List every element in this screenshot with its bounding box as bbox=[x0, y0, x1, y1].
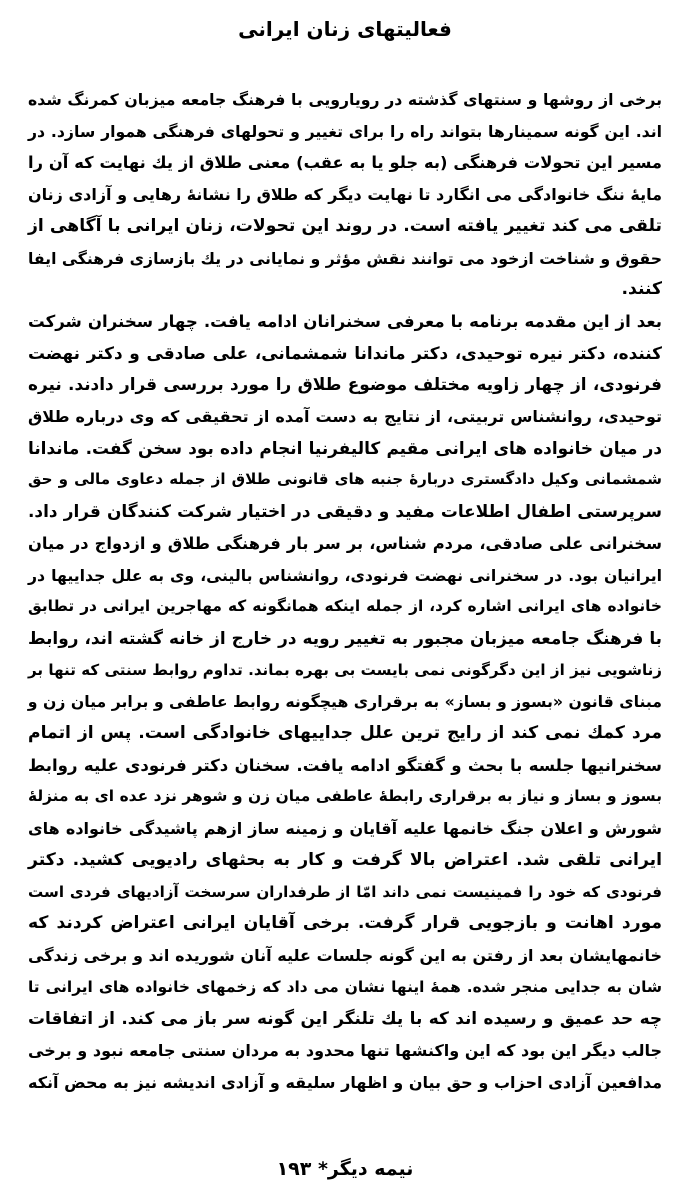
text-line: مسیر این تحولات فرهنگی (به جلو یا به عقب) معنی طلاق از یك نهایت که آن را bbox=[28, 153, 662, 173]
text-line: جالب دیگر این بود که این واکنشها تنها محدود به مردان سنتی جامعه نبود و برخی bbox=[28, 1041, 662, 1061]
text-line: مرد کمك نمی کند از رایج ترین علل جداییهای خانوادگی است. پس از اتمام bbox=[28, 723, 662, 744]
text-line: بسوز و بساز و نیاز به برقراری رابطهٔ عاطفی میان زن و شوهر نزد عده ای به منزلهٔ bbox=[28, 787, 662, 806]
text-line: خانمهایشان بعد از رفتن به این گونه جلسات علیه آنان شوریده اند و برخی زندگی bbox=[28, 945, 662, 965]
text-line: چه حد عمیق و رسیده اند که با یك تلنگر این گونه سر باز می کند. از اتفاقات bbox=[28, 1008, 662, 1029]
text-line: حقوق و شناخت ازخود می توانند نقش مؤثر و نمایانی در یك بازسازی فرهنگی ایفا bbox=[28, 248, 662, 268]
text-line: فرنودی، از چهار زاویه مختلف موضوع طلاق را مورد بررسی قرار دادند. نیره bbox=[28, 374, 662, 395]
text-line: کنند. bbox=[621, 279, 662, 300]
text-line: ایرانی تلقی شد. اعتراض بالا گرفت و کار به بحثهای رادیویی کشید. دکتر bbox=[28, 849, 662, 870]
text-line: خانواده های ایرانی اشاره کرد، از جمله اینکه همانگونه که مهاجرین ایرانی در تطابق bbox=[28, 597, 662, 616]
text-line: در میان خانواده های ایرانی مقیم کالیفرنیا انجام داده بود سخن گفت. ماندانا bbox=[28, 437, 662, 458]
text-line: برخی از روشها و سنتهای گذشته در رویارویی با فرهنگ جامعه میزبان کمرنگ شده bbox=[28, 90, 662, 109]
text-line: سرپرستی اطفال اطلاعات مفید و دقیقی در اختیار شرکت کنندگان قرار داد. bbox=[28, 501, 662, 522]
text-line: سخنرانی علی صادقی، مردم شناس، بر سر بار فرهنگی طلاق و ازدواج در میان bbox=[28, 533, 662, 553]
text-line: زناشویی نیز از این دگرگونی نمی بایست بی بهره بماند. تداوم روابط سنتی که تنها بر bbox=[28, 660, 662, 679]
text-line: مایهٔ ننگ خانوادگی می انگارد تا نهایت دیگر که طلاق را نشانهٔ رهایی و آزادی زنان bbox=[28, 185, 662, 205]
text-line: بعد از این مقدمه برنامه با معرفی سخنرانان ادامه یافت. چهار سخنران شرکت bbox=[28, 311, 662, 331]
text-line: با فرهنگ جامعه میزبان مجبور به تغییر رویه در خارج از خانه گشته اند، روابط bbox=[28, 627, 662, 648]
page-title: فعالیتهای زنان ایرانی bbox=[238, 17, 452, 41]
text-line: اند. این گونه سمینارها بتواند راه را برای تغییر و تحولهای فرهنگی هموار سازد. در bbox=[28, 121, 662, 141]
text-line: تلقی می کند تغییر یافته است. در روند این تحولات، زنان ایرانی با آگاهی از bbox=[28, 215, 662, 236]
page-footer: نیمه دیگر* ۱۹۳ bbox=[276, 1158, 414, 1180]
text-line: مورد اهانت و بازجویی قرار گرفت. برخی آقایان ایرانی اعتراض کردند که bbox=[28, 913, 662, 934]
text-line: سخنرانیها جلسه با بحث و گفتگو ادامه یافت. سخنان دکتر فرنودی علیه روابط bbox=[28, 755, 662, 775]
text-line: شورش و اعلان جنگ خانمها علیه آقایان و زمینه ساز ازهم پاشیدگی خانواده های bbox=[28, 819, 662, 839]
text-line: مبنای قانون «بسوز و بساز» به برقراری هیچگونه روابط عاطفی و برابر میان زن و bbox=[27, 692, 662, 712]
text-line: شمشمانی وکیل دادگستری دربارهٔ جنبه های قانونی طلاق از جمله دعاوی مالی و حق bbox=[28, 470, 662, 489]
text-line: فرنودی که خود را فمینیست نمی داند امّا از طرفداران سرسخت آزادیهای فردی است bbox=[28, 882, 662, 901]
article-body bbox=[28, 84, 662, 1099]
text-line: مدافعین آزادی احزاب و حق بیان و اظهار سلیقه و آزادی اندیشه نیز به محض آنکه bbox=[28, 1072, 662, 1092]
text-line: توحیدی، روانشناس تربیتی، از نتایج به دست آمده از تحقیقی که وی درباره طلاق bbox=[28, 407, 662, 427]
text-line: ایرانیان بود. در سخنرانی نهضت فرنودی، روانشناس بالینی، وی به علل جداییها در bbox=[28, 565, 662, 585]
text-line: کننده، دکتر نیره توحیدی، دکتر ماندانا شمشمانی، علی صادقی و دکتر نهضت bbox=[28, 342, 662, 363]
text-line: شان به جدایی منجر شده. همهٔ اینها نشان می داد که زخمهای خانواده های ایرانی تا bbox=[28, 977, 662, 996]
